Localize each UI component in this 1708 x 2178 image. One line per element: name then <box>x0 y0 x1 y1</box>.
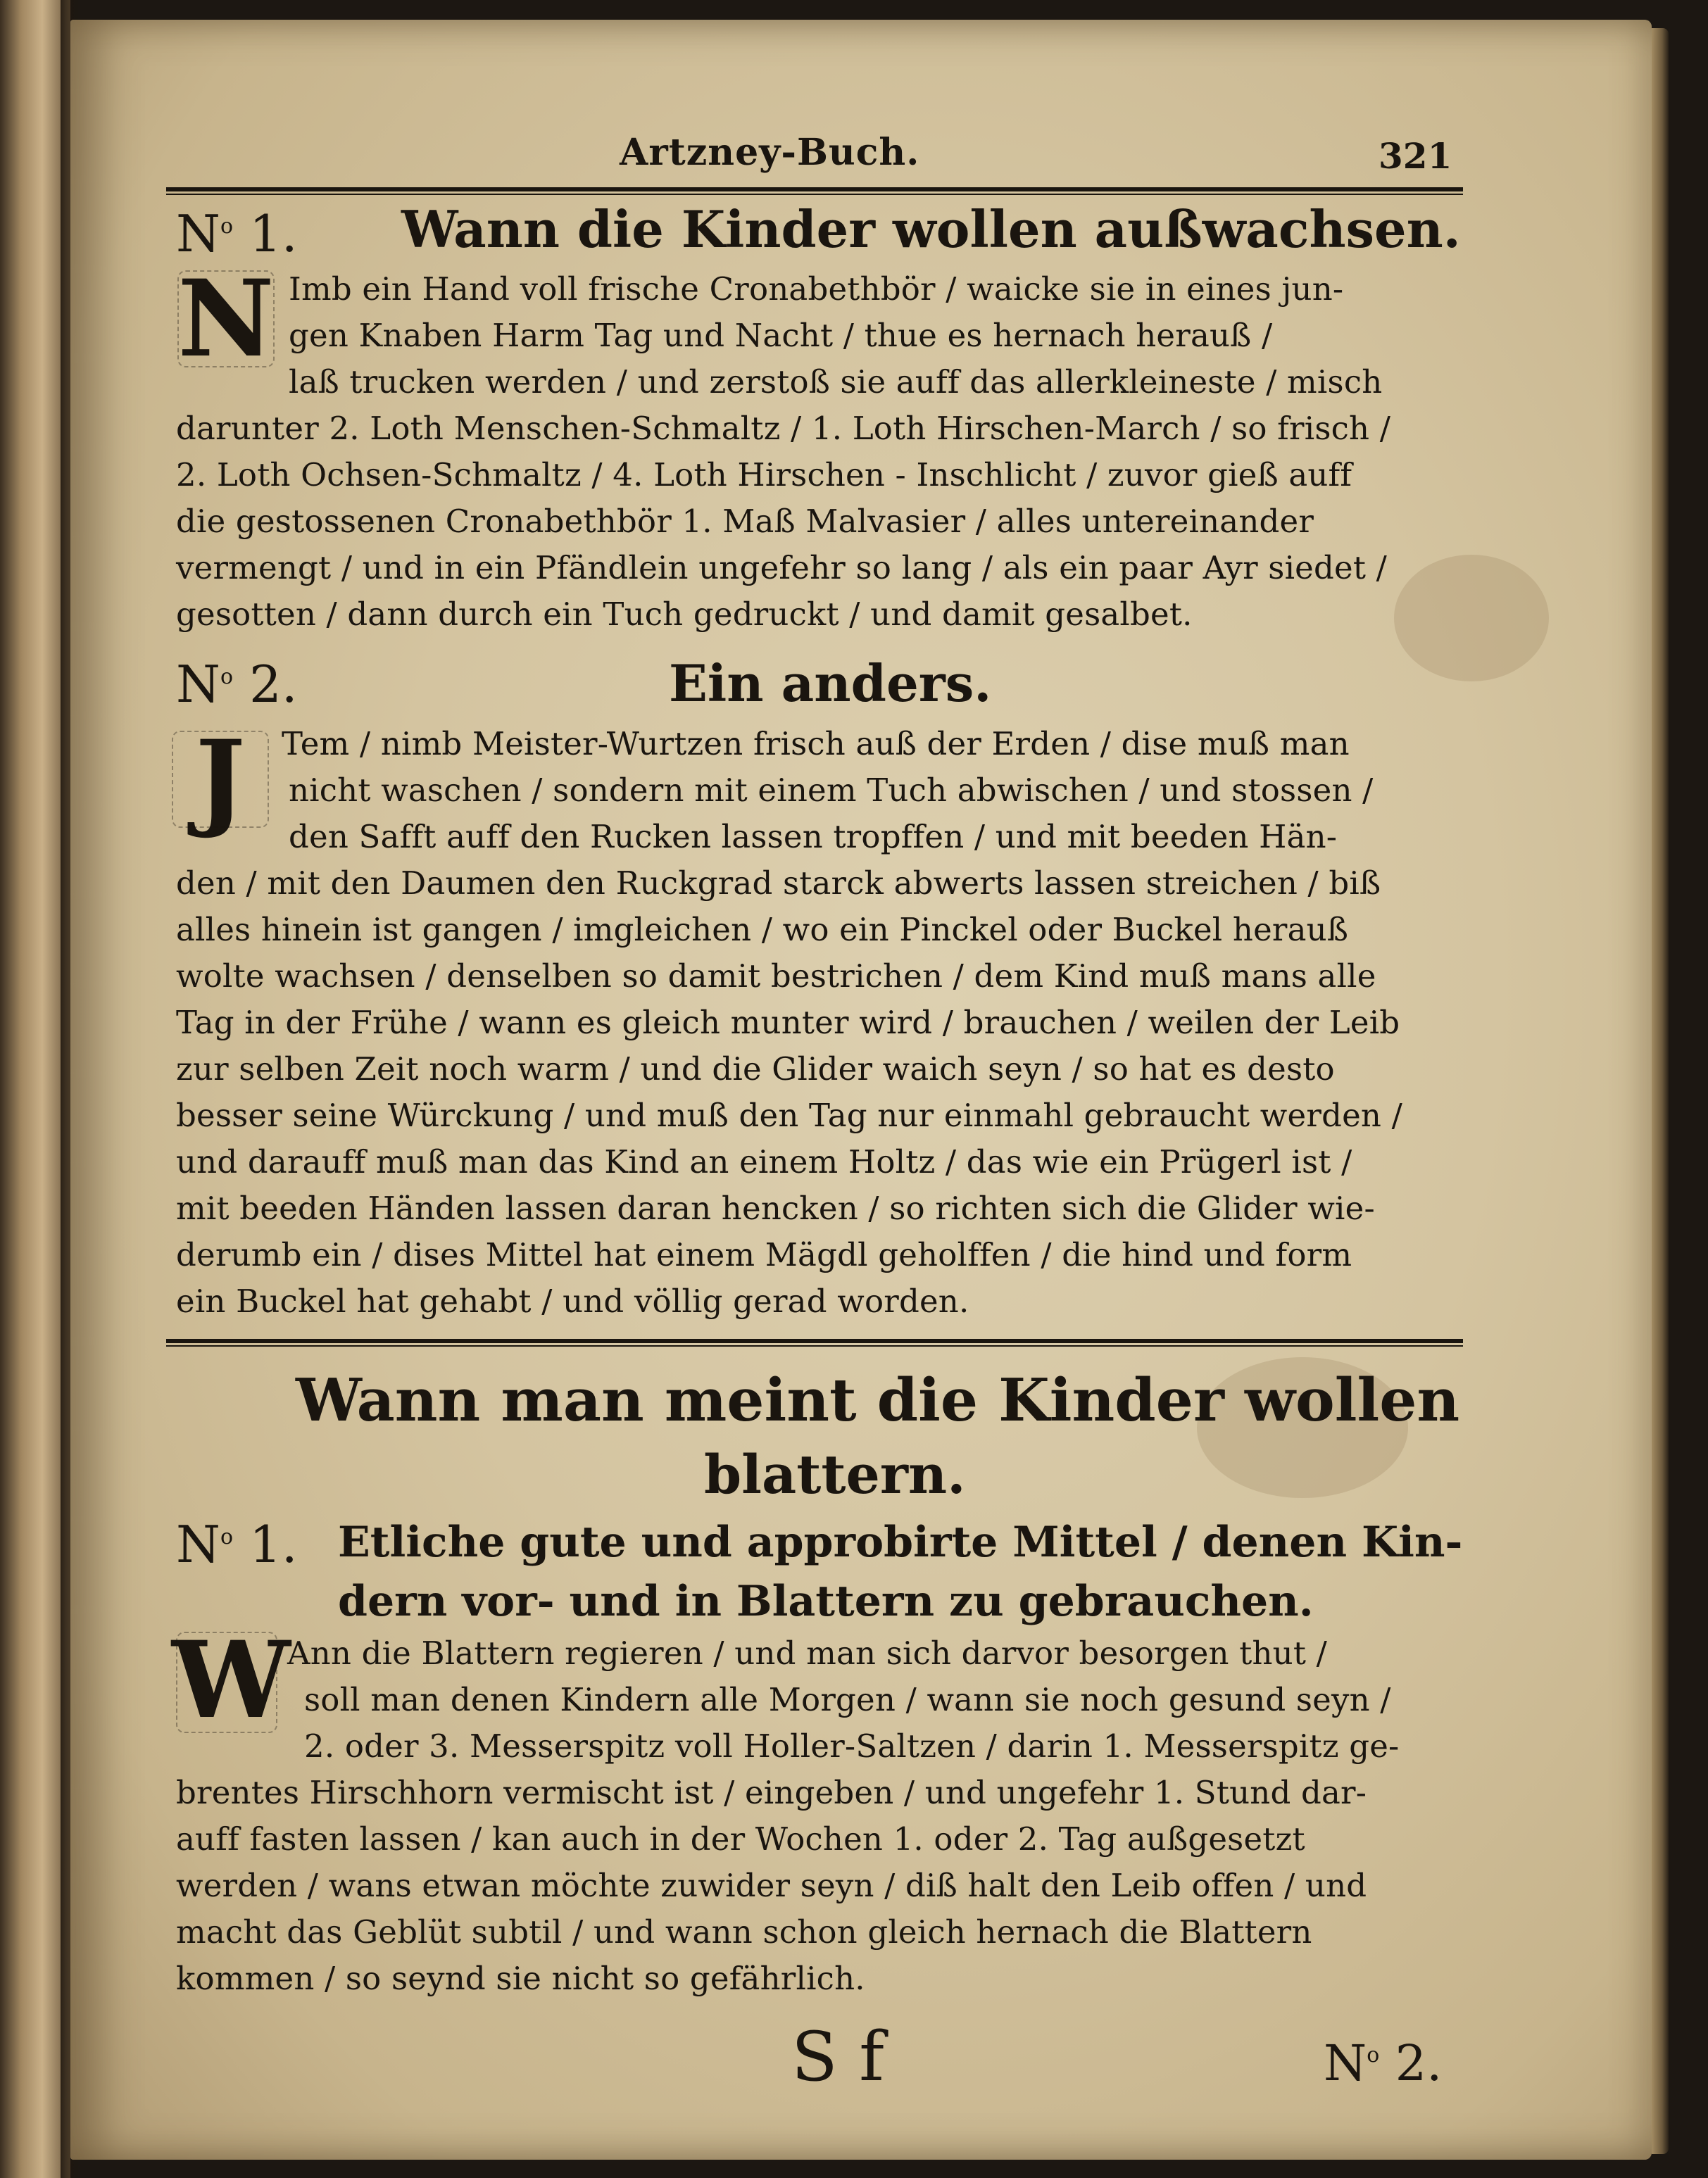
running-head: Artzney-Buch. <box>620 131 920 174</box>
catchword: $N^o$ 2. <box>1324 2034 1443 2092</box>
text-line: Tag in der Frühe / wann es gleich munter wird / brauchen / weilen der Leib <box>176 1004 1400 1041</box>
text-line: darunter 2. Loth Menschen-Schmaltz / 1. Loth Hirschen-March / so frisch / <box>176 410 1391 447</box>
paper-stain <box>1394 555 1549 681</box>
text-line: brentes Hirschhorn vermischt ist / eingeben / und ungefehr 1. Stund dar- <box>176 1774 1367 1811</box>
section-title: Etliche gute und approbirte Mittel / denen Kin- <box>338 1518 1463 1567</box>
text-line: auff fasten lassen / kan auch in der Wochen 1. oder 2. Tag außgesetzt <box>176 1820 1305 1858</box>
text-line: 2. Loth Ochsen-Schmaltz / 4. Loth Hirschen - Inschlicht / zuvor gieß auff <box>176 456 1352 493</box>
previous-page-edge <box>0 0 70 2178</box>
text-line: und darauff muß man das Kind an einem Holtz / das wie ein Prügerl ist / <box>176 1143 1352 1181</box>
section-number: $N^o$ 1. <box>176 1515 298 1574</box>
header-rule <box>166 187 1463 195</box>
section-title-continued: dern vor- und in Blattern zu gebrauchen. <box>338 1577 1314 1626</box>
chapter-title: Wann man meint die Kinder wollen <box>296 1366 1460 1435</box>
decorated-initial: N <box>173 266 279 372</box>
text-line: soll man denen Kindern alle Morgen / wann sie noch gesund seyn / <box>304 1681 1391 1718</box>
text-line: wolte wachsen / denselben so damit bestrichen / dem Kind muß mans alle <box>176 957 1376 995</box>
text-line: Imb ein Hand voll frische Cronabethbör / waicke sie in eines jun- <box>289 270 1344 308</box>
text-line: derumb ein / dises Mittel hat einem Mägdl geholffen / die hind und form <box>176 1236 1352 1273</box>
text-line: macht das Geblüt subtil / und wann schon gleich hernach die Blattern <box>176 1913 1312 1951</box>
page-edge <box>1652 28 1669 2154</box>
signature-mark: S f <box>791 2018 884 2096</box>
text-line: nicht waschen / sondern mit einem Tuch abwischen / und stossen / <box>289 772 1374 809</box>
page-number: 321 <box>1379 135 1452 177</box>
text-line: Tem / nimb Meister-Wurtzen frisch auß der Erden / dise muß man <box>282 725 1350 762</box>
text-line: werden / wans etwan möchte zuwider seyn / diß halt den Leib offen / und <box>176 1867 1367 1904</box>
text-line: alles hinein ist gangen / imgleichen / wo ein Pinckel oder Buckel herauß <box>176 911 1349 948</box>
section-title: Ein anders. <box>669 653 992 713</box>
text-line: kommen / so seynd sie nicht so gefährlich. <box>176 1960 865 1997</box>
text-line: 2. oder 3. Messerspitz voll Holler-Saltzen / darin 1. Messerspitz ge- <box>304 1727 1400 1765</box>
text-line: Ann die Blattern regieren / und man sich darvor besorgen thut / <box>287 1635 1328 1672</box>
text-line: den / mit den Daumen den Ruckgrad starck abwerts lassen streichen / biß <box>176 864 1381 902</box>
section-number: $N^o$ 2. <box>176 655 298 714</box>
text-line: vermengt / und in ein Pfändlein ungefehr so lang / als ein paar Ayr siedet / <box>176 549 1387 586</box>
decorated-initial: W <box>172 1618 291 1742</box>
text-line: laß trucken werden / und zerstoß sie auff das allerkleineste / misch <box>289 363 1383 401</box>
text-line: den Safft auff den Rucken lassen tropffen / und mit beeden Hän- <box>289 818 1338 855</box>
text-line: zur selben Zeit noch warm / und die Glider waich seyn / so hat es desto <box>176 1050 1335 1088</box>
decorated-initial: J <box>168 726 273 832</box>
text-line: gesotten / dann durch ein Tuch gedruckt / und damit gesalbet. <box>176 596 1193 633</box>
chapter-title-continued: blattern. <box>704 1443 966 1506</box>
section-number: $N^o$ 1. <box>176 204 298 263</box>
text-line: die gestossenen Cronabethbör 1. Maß Malvasier / alles untereinander <box>176 503 1314 540</box>
text-line: besser seine Würckung / und muß den Tag nur einmahl gebraucht werden / <box>176 1097 1402 1134</box>
section-title: Wann die Kinder wollen außwachsen. <box>401 200 1461 259</box>
text-line: mit beeden Händen lassen daran hencken / so richten sich die Glider wie- <box>176 1190 1375 1227</box>
text-line: gen Knaben Harm Tag und Nacht / thue es hernach herauß / <box>289 317 1273 354</box>
section-divider-rule <box>166 1339 1463 1347</box>
text-line: ein Buckel hat gehabt / und völlig gerad worden. <box>176 1283 969 1320</box>
